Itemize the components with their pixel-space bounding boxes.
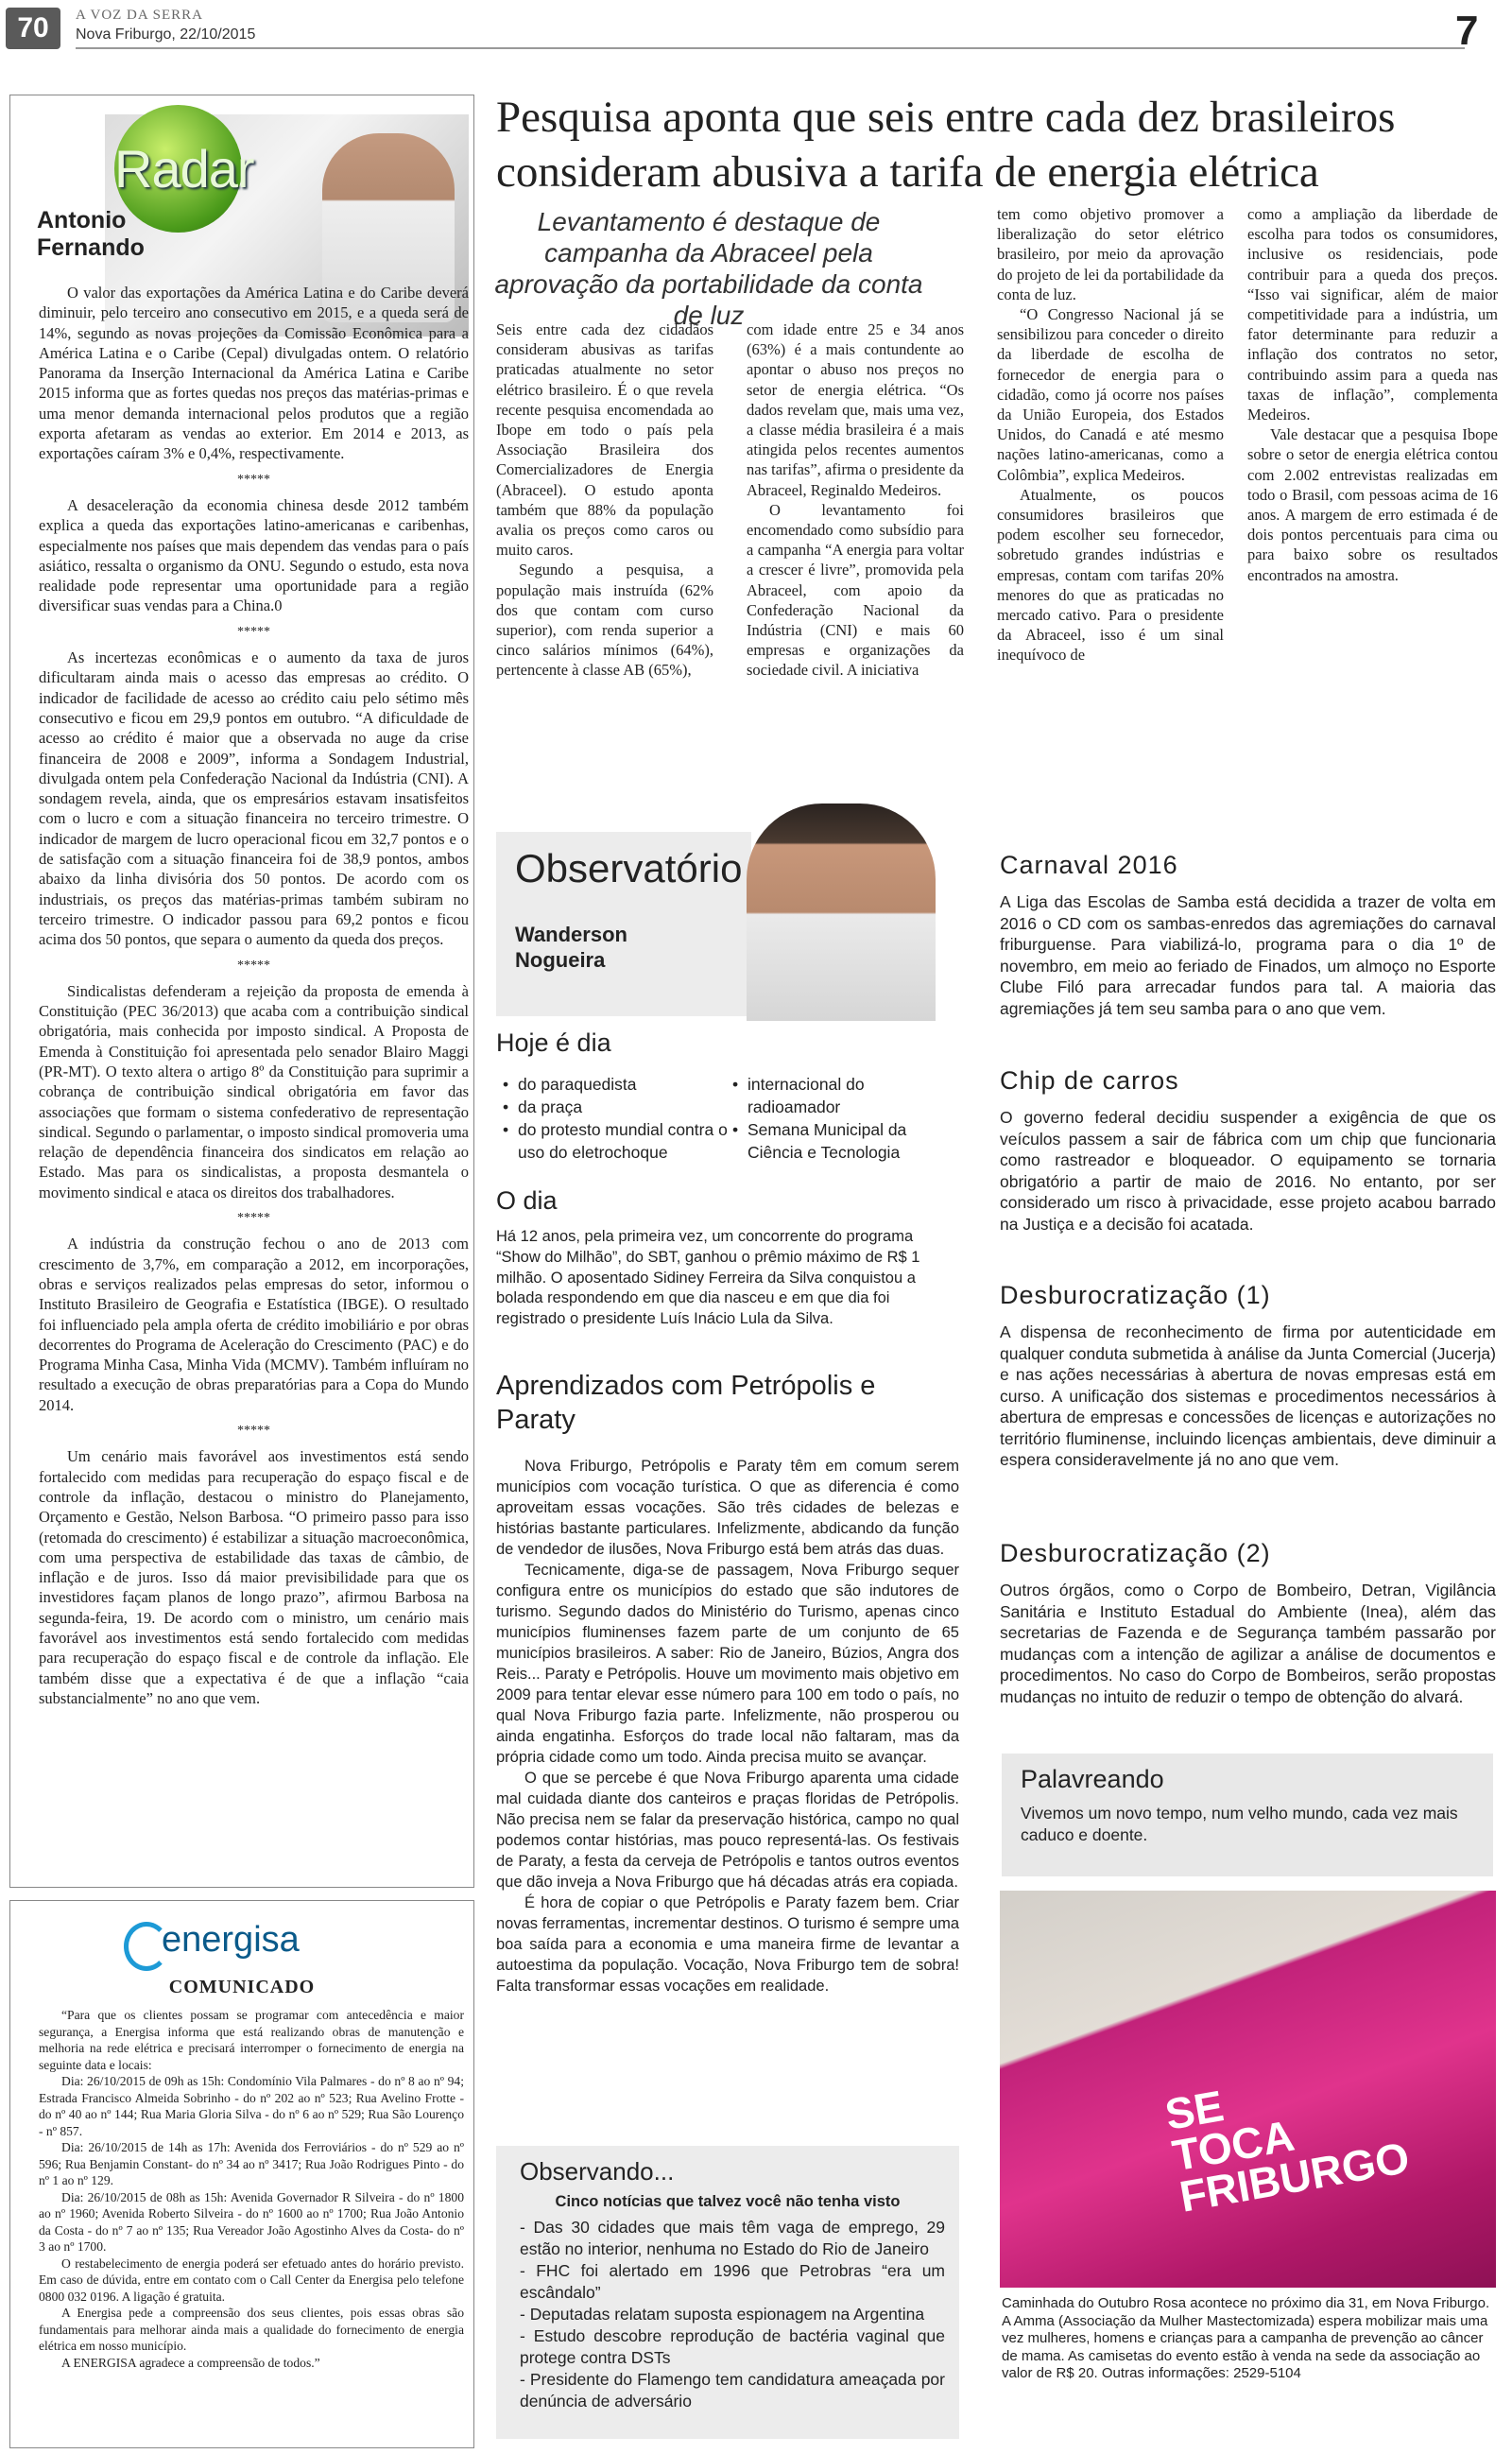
notice-paragraph: Dia: 26/10/2015 de 09h as 15h: Condomínio Vila Palmares - do nº 8 ao nº 94; Estrada Francisco Almeida Sobrinho - do nº 202 ao nº 523; Rua Avelino Frotte - do nº 40 ao nº 144; Rua Maria Gloria Silva - do nº 6 ao nº 529; Rua São Lourenço - nº 857. (39, 2074, 464, 2138)
page-header (0, 0, 1512, 59)
article-paragraph: Atualmente, os poucos consumidores brasileiros que podem escolher seu fornecedor, sobretudo grandes indústrias e empresas, contam com tarifas 20% menores do que as praticadas no mercado cativo. Para o presidente da Abraceel, isso é um sinal inequívoco de (997, 485, 1224, 665)
radar-body (39, 283, 469, 1708)
article-column-4 (1247, 204, 1498, 585)
notice-paragraph: A ENERGISA agradece a compreensão de todos.” (61, 2355, 320, 2370)
article-paragraph: como a ampliação da liberdade de escolha para todos os consumidores, inclusive os residenciais, pode contribuir para a queda dos preços. “Isso vai significar, além de maior competitividade para a indústria, um fator determinante para reduzir a inflação dos contratos no setor, contribuindo assim para a queda nas taxas de inflação”, complementa Medeiros. (1247, 205, 1498, 424)
separator: ***** (237, 1211, 270, 1226)
photo-caption: Caminhada do Outubro Rosa acontece no próximo dia 31, em Nova Friburgo. A Amma (Associação da Mulher Mastectomizada) espera mobilizar mais uma vez mulheres, homens e crianças para a campanha de prevenção ao câncer de mama. As camisetas do evento estão à venda na sede da associação ao valor de R$ 20. Outras informações: 2529-5104 (1002, 2295, 1490, 2382)
observatorio-author: Wanderson Nogueira (515, 923, 627, 972)
odia-text: Há 12 anos, pela primeira vez, um concorrente do programa “Show do Milhão”, do SBT, ganhou o prêmio máximo de R$ 1 milhão. O aposentado Sidiney Ferreira da Silva conquistou a bolada respondendo em que dia nasceu e em que dia foi registrado o presidente Luís Inácio Lula da Silva. (496, 1228, 920, 1328)
article-paragraph: com idade entre 25 e 34 anos (63%) é a mais contundente ao apontar o abuso nos preços no setor de energia elétrica. “Os dados revelam que, mais uma vez, a classe média brasileira é a mais atingida pelos recentes aumentos nas tarifas”, afirma o presidente da Abraceel, Reginaldo Medeiros. (747, 320, 964, 499)
separator: ***** (237, 958, 270, 973)
separator: ***** (237, 472, 270, 487)
observando-list (520, 2217, 945, 2412)
radar-paragraph: A indústria da construção fechou o ano de 2013 com crescimento de 3,7%, em comparação a 2012, em incorporações, obras e serviços realizados pelas empresas do setor, informou o Instituto Brasileiro de Geografia e Estatística (IBGE). O resultado foi influenciado pela ampla oferta de crédito imobiliário e por obras decorrentes do Programa de Aceleração do Crescimento (PAC) e do Programa Minha Casa, Minha Vida (MCMV). Também influíram no resultado a execução de obras preparatórias para a Copa do Mundo 2014. (39, 1235, 469, 1414)
anniversary-logo: 70 (6, 8, 60, 49)
hoje-list-right (732, 1073, 959, 1164)
separator: ***** (237, 624, 270, 639)
observando-subtitle: Cinco notícias que talvez você não tenha visto (555, 2193, 901, 2210)
odia-title: O dia (496, 1186, 558, 1215)
list-item: • do protesto mundial contra o uso do eletrochoque (503, 1118, 730, 1164)
palavreando-text: Vivemos um novo tempo, num velho mundo, cada vez mais caduco e doente. (1021, 1804, 1458, 1844)
shirt-print: SE TOCA FRIBURGO (1161, 2081, 1414, 2221)
article-column-1 (496, 320, 713, 681)
desb1-text: A dispensa de reconhecimento de firma por autenticidade em qualquer conduta submetida à análise da Junta Comercial (Jucerja) e nas ações necessárias à abertura de novas empresas está em curso. A unificação dos sistemas e procedimentos necessários à abertura de empresas e concessões de licenças e autorizações no território fluminense, incluindo licenças ambientais, deve diminuir a espera consideravelmente já no ano que vem. (1000, 1322, 1496, 1469)
columnist-name: Antonio Fernando (37, 207, 145, 261)
list-item: - Deputadas relatam suposta espionagem na Argentina (520, 2305, 925, 2324)
radar-paragraph: Um cenário mais favorável aos investimentos está sendo fortalecido com medidas para recuperação do espaço fiscal e de controle da inflação, destacou o ministro do Planejamento, Orçamento e Gestão, Nelson Barbosa. “O primeiro passo para isso (retomada do crescimento) é estabilizar a situação macroeconômica, com uma perspectiva de estabilidade das taxas de câmbio, de inflação e de juros. Isso dá maior previsibilidade para que os investidores façam planos de longo prazo”, afirmou Barbosa na segunda-feira, 19. De acordo com o ministro, um cenário mais favorável aos investimentos está sendo fortalecido com medidas para recuperação do espaço fiscal e de controle da inflação. Ele também disse que a expectativa é de que a inflação “caia substancialmente” no ano que vem. (39, 1447, 469, 1707)
notice-body (39, 2007, 464, 2371)
notice-paragraph: A Energisa pede a compreensão dos seus clientes, pois essas obras são fundamentais para melhorar ainda mais a qualidade do fornecimento de energia elétrica em nosso município. (39, 2306, 464, 2353)
list-item: • Semana Municipal da Ciência e Tecnologia (732, 1118, 959, 1164)
notice-paragraph: “Para que os clientes possam se programar com antecedência e maior segurança, a Energisa informa que está realizando obras de manutenção e melhoria na rede elétrica e precisará interromper o fornecimento de energia na seguinte data e locais: (39, 2008, 464, 2072)
article-paragraph: tem como objetivo promover a liberalização do setor elétrico brasileiro, por meio da aprovação do projeto de lei da portabilidade da conta de luz. (997, 205, 1224, 303)
columnist-photo (747, 804, 936, 1021)
notice-paragraph: Dia: 26/10/2015 de 08h as 15h: Avenida Governador R Silveira - do nº 1800 ao nº 1960; Avenida Roberto Silveira - do nº 1600 ao nº 1700; Rua João Antonio da Costa - do nº 7 ao nº 135; Rua Vereador João Agostinho Alves da Costa- do nº 3 ao nº 1700. (39, 2189, 464, 2254)
chip-text: O governo federal decidiu suspender a exigência de que os veículos passem a sair de fábrica com um chip que funcionaria como rastreador e bloqueador. O equipamento se tornaria obrigatório a partir de maio de 2016. No entanto, por ser considerado um risco à privacidade, esse projeto acabou barrado na Justiça e a decisão foi acatada. (1000, 1108, 1496, 1234)
notice-paragraph: O restabelecimento de energia poderá ser efetuado antes do horário previsto. Em caso de dúvida, entre em contato com o Call Center da Energisa pelo telefone 0800 032 0196. A ligação é gratuita. (39, 2255, 464, 2304)
list-item: - Presidente do Flamengo tem candidatura ameaçada por denúncia de adversário (520, 2370, 945, 2411)
energisa-brand: energisa (162, 1920, 300, 1960)
article-column-2 (747, 320, 964, 681)
main-headline: Pesquisa aponta que seis entre cada dez brasileiros consideram abusiva a tarifa de energia elétrica (496, 93, 1396, 197)
desb2-title: Desburocratização (2) (1000, 1539, 1271, 1567)
carnaval-title: Carnaval 2016 (1000, 851, 1178, 879)
energisa-notice (9, 1900, 474, 2448)
aprendizados-body (496, 1456, 959, 1996)
article-paragraph: Vale destacar que a pesquisa Ibope sobre o setor de energia elétrica contou com 2.002 entrevistas realizadas em todo o Brasil, com pessoas acima de 16 anos. A margem de erro estimada é de dois pontos percentuais para cima ou para baixo sobre os resultados encontrados na amostra. (1247, 425, 1498, 584)
separator: ***** (237, 1424, 270, 1439)
list-item: • do paraquedista (503, 1073, 730, 1096)
palavreando-title: Palavreando (1021, 1765, 1164, 1793)
list-item: - Estudo descobre reprodução de bactéria vaginal que protege contra DSTs (520, 2326, 945, 2367)
radar-paragraph: O valor das exportações da América Latina e do Caribe deverá diminuir, pelo terceiro ano consecutivo em 2015, e a queda será de 14%, segundo as novas projeções da Comissão Econômica para a América Latina e o Caribe (Cepal) divulgadas ontem. O relatório Panorama da Inserção Internacional da América Latina e Caribe 2015 informa que as fortes quedas nos preços das matérias-primas e uma menor demanda internacional pelos produtos que a região exporta afetaram as vendas ao exterior. Em 2014 e 2013, as exportações caíram 3% e 0,4%, respectivamente. (39, 284, 469, 463)
aprendizados-paragraph: Nova Friburgo, Petrópolis e Paraty têm em comum serem municípios com vocação turística. O que as diferencia é como aproveitam essas vocações. São três cidades de belezas e histórias bastante particulares. Infelizmente, abdicando da função de vendedor de ilusões, Nova Friburgo está bem atrás das duas. (496, 1458, 959, 1558)
chip-title: Chip de carros (1000, 1066, 1179, 1095)
notice-paragraph: Dia: 26/10/2015 de 14h as 17h: Avenida dos Ferroviários - do nº 529 ao nº 596; Rua Benjamin Constant- do nº 34 ao nº 3417; Rua João Rodrigues Pinto - do nº 1 ao nº 129. (39, 2140, 464, 2187)
observando-title: Observando... (520, 2157, 675, 2186)
aprendizados-paragraph: É hora de copiar o que Petrópolis e Paraty fazem bem. Criar novas ferramentas, incrementar destinos. O turismo é sempre uma boa saída para a economia e uma maneira firme de levantar a autoestima da população. Vocação, Nova Friburgo tem de sobra! Falta transformar essas vocações em realidade. (496, 1894, 959, 1995)
aprendizados-title: Aprendizados com Petrópolis e Paraty (496, 1371, 876, 1435)
issue-date: Nova Friburgo, 22/10/2015 (76, 26, 256, 43)
publication-name: A VOZ DA SERRA (76, 8, 203, 23)
carnaval-text: A Liga das Escolas de Samba está decidida a trazer de volta em 2016 o CD com os sambas-enredos das agremiações do carnaval friburguense. Para viabilizá-lo, programa para o dia 1º de novembro, em meio ao feriado de Finados, um almoço no Esporte Clube Filó para arrecadar fundos para tal. A maioria das agremiações já tem seu samba para o ano que vem. (1000, 892, 1496, 1018)
desb2-text: Outros órgãos, como o Corpo de Bombeiro, Detran, Vigilância Sanitária e Instituto Estadual do Ambiente (Inea), além das secretarias de Fazenda e de Segurança também passarão por mudanças com a intenção de agilizar a análise de documentos e procedimentos. No caso do Corpo de Bombeiros, serão propostas mudanças no intuito de reduzir o tempo de obtenção do alvará. (1000, 1581, 1496, 1706)
hoje-title: Hoje é dia (496, 1028, 611, 1057)
list-item: • internacional do radioamador (732, 1073, 959, 1118)
main-subhead: Levantamento é destaque de campanha da Abraceel pela aprovação da portabilidade da conta de luz (494, 207, 923, 330)
hoje-list-left (503, 1073, 730, 1164)
desb1-title: Desburocratização (1) (1000, 1281, 1271, 1309)
list-item: - FHC foi alertado em 1996 que Petrobras “era um escândalo” (520, 2261, 945, 2302)
header-rule (76, 47, 1465, 49)
aprendizados-paragraph: O que se percebe é que Nova Friburgo aparenta uma cidade mal cuidada diante dos canteiros e praças floridas de Petrópolis. Não precisa nem se falar da preservação histórica, campo no qual podemos contar histórias, mas pouco representá-las. Os festivais de Paraty, a festa da cerveja de Petrópolis e tantos outros eventos que dão inveja a Nova Friburgo que há décadas atrás era copiada. (496, 1770, 959, 1891)
list-item: • da praça (503, 1096, 730, 1118)
radar-title: Radar (114, 139, 254, 199)
article-paragraph: O levantamento foi encomendado como subsídio para a campanha “A energia para voltar a crescer é livre”, promovida pela Abraceel, com apoio da Confederação Nacional da Indústria (CNI) e mais 60 empresas e organizações da sociedade civil. A iniciativa (747, 500, 964, 680)
radar-paragraph: As incertezas econômicas e o aumento da taxa de juros dificultaram ainda mais o acesso das empresas ao crédito. O indicador de facilidade de acesso ao crédito caiu pelo sétimo mês consecutivo e ficou em 29,9 pontos em outubro. “A dificuldade de acesso ao crédito é maior que a observada no auge da crise financeira de 2008 e 2009”, informa a Sondagem Industrial, divulgada ontem pela Confederação Nacional da Indústria (CNI). A sondagem revela, ainda, que os empresários estavam insatisfeitos com o lucro e com a situação financeira no terceiro trimestre. O indicador de margem de lucro operacional ficou em 32,7 pontos e o de satisfação com a situação financeira foi de 38,9 pontos, ambos abaixo da linha divisória dos 50 pontos. De acordo com os industriais, os preços das matérias-primas também subiram no terceiro trimestre. O indicador passou para 69,2 pontos e ficou acima dos 50 pontos, que separa o aumento da queda dos preços. (39, 648, 469, 949)
article-paragraph: Segundo a pesquisa, a população mais instruída (62% dos que contam com curso superior), com renda superior a cinco salários mínimos (64%), pertencente à classe AB (65%), (496, 561, 713, 680)
aprendizados-paragraph: Tecnicamente, diga-se de passagem, Nova Friburgo sequer configura entre os municípios do estado que são indutores de turismo. Segundo dados do Ministério do Turismo, apenas cinco municípios fluminenses fazem parte de um conjunto de 65 municípios brasileiros. A saber: Rio de Janeiro, Búzios, Angra dos Reis... Paraty e Petrópolis. Houve um movimento mais objetivo em 2009 para tentar elevar esse número para 100 em todo o país, no qual Nova Friburgo fazia parte. Infelizmente, não prosperou ou ainda engatinha. Esforços do trade local não faltaram, mas da própria cidade como um todo. Ainda precisa muito se avançar. (496, 1562, 959, 1766)
article-paragraph: Seis entre cada dez cidadãos consideram abusivas as tarifas praticadas atualmente no setor elétrico brasileiro. É o que revela recente pesquisa encomendada ao Ibope em todo o país pela Associação Brasileira dos Comercializadores de Energia (Abraceel). O estudo aponta também que 88% da população avalia os preços como caros ou muito caros. (496, 320, 713, 560)
article-paragraph: “O Congresso Nacional já se sensibilizou para conceder o direito da liberdade de escolha de fornecedor de energia para o cidadão, como já ocorre nos países da União Europeia, dos Estados Unidos, do Canadá e até mesmo nações latino-americanas, como a Colômbia”, explica Medeiros. (997, 305, 1224, 484)
notice-title: COMUNICADO (168, 1977, 316, 1997)
list-item: - Das 30 cidades que mais têm vaga de emprego, 29 estão no interior, nenhuma no Estado do Rio de Janeiro (520, 2218, 945, 2258)
radar-column (9, 95, 474, 1888)
observatorio-title: Observatório (515, 846, 743, 890)
page-number: 7 (1455, 8, 1479, 54)
radar-paragraph: Sindicalistas defenderam a rejeição da proposta de emenda à Constituição (PEC 36/2013) que acaba com a contribuição sindical obrigatória, mais conhecida por imposto sindical. A Proposta de Emenda à Constituição foi apresentada pelo senador Blairo Maggi (PR-MT). O texto altera o artigo 8º da Constituição para suprimir a cobrança de contribuição sindical obrigatória em favor das associações que formam o sistema confederativo de representação sindical. Segundo o parlamentar, o imposto sindical promoveria uma relação de dependência financeira dos sindicatos em relação ao Estado. Mas para os sindicalistas, a proposta desmantela o movimento sindical e ataca os direitos dos trabalhadores. (39, 981, 469, 1201)
radar-paragraph: A desaceleração da economia chinesa desde 2012 também explica a queda das exportações latino-americanas e caribenhas, especialmente nos países que mais dependem das vendas para o país asiático, ressalta o organismo da ONU. Segundo o estudo, esta nova realidade pode representar uma oportunidade para a região diversificar suas vendas para a China.0 (39, 495, 469, 615)
article-column-3 (997, 204, 1224, 665)
